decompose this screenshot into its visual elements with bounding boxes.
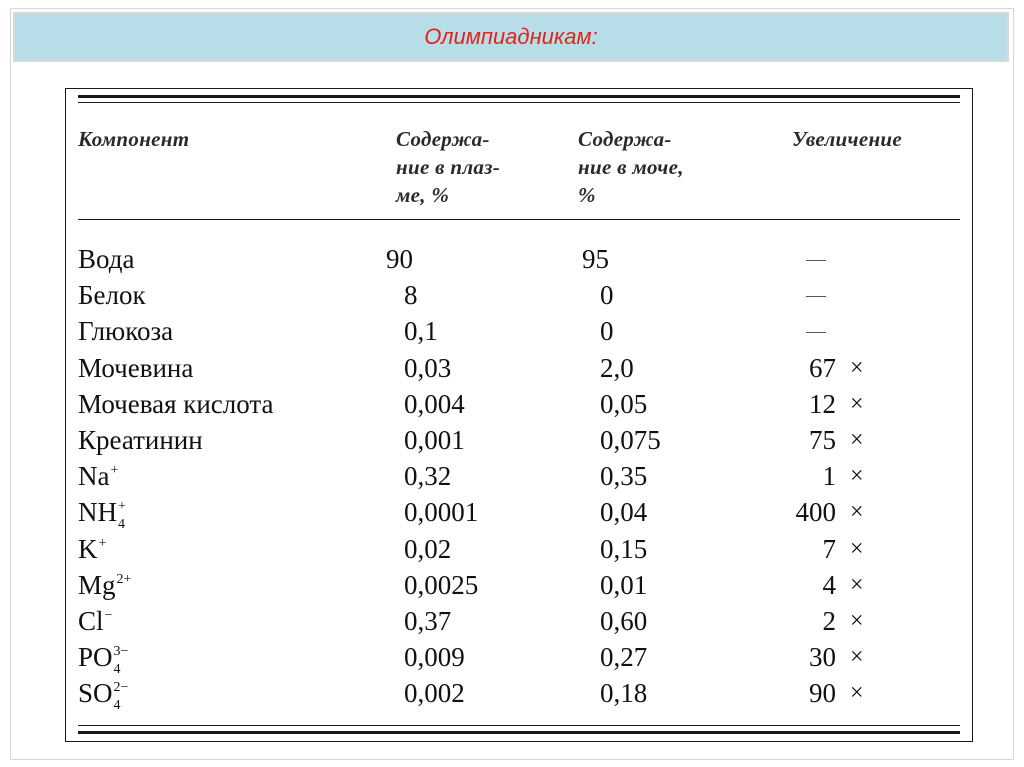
component-name <box>78 603 120 639</box>
urine-value: 2,0 <box>600 352 634 383</box>
plasma-value: 0,0001 <box>404 497 479 528</box>
table-row <box>66 277 972 313</box>
component-name <box>78 458 125 494</box>
increase-value: 75 <box>809 425 836 455</box>
component-label: Na <box>78 461 110 492</box>
times-sign: × <box>850 571 864 598</box>
table-row <box>66 567 972 603</box>
title-bar <box>13 12 1009 62</box>
header-plasma <box>396 125 500 209</box>
increase-value: 400 <box>795 497 836 528</box>
count-subscript: 4 <box>113 662 121 678</box>
ion-charge <box>116 571 132 594</box>
increase-dash: — <box>806 284 826 307</box>
component-name <box>78 639 129 678</box>
charge-superscript: + <box>110 463 119 479</box>
plasma-value: 0,02 <box>404 533 452 564</box>
plasma-value: 0,03 <box>404 352 452 383</box>
table-row <box>66 603 972 639</box>
header-plasma-line-1: Содержа- <box>396 127 490 151</box>
increase-value: 90 <box>809 678 836 709</box>
times-sign: × <box>850 535 864 562</box>
table-row <box>66 531 972 567</box>
header-rule <box>78 219 960 220</box>
component-name <box>78 567 132 603</box>
component-name <box>78 422 203 458</box>
component-label: Белок <box>78 280 146 311</box>
component-name <box>78 350 193 386</box>
urine-value: 0,15 <box>600 533 648 564</box>
table-row <box>66 675 972 714</box>
bottom-rule <box>78 731 960 734</box>
increase-value: 30 <box>809 642 836 673</box>
count-subscript: 4 <box>113 698 121 714</box>
component-label: K <box>78 533 98 564</box>
charge-superscript: + <box>98 535 107 551</box>
plasma-value: 0,1 <box>404 316 438 347</box>
charge-superscript: 2− <box>113 680 129 696</box>
top-rule <box>78 95 960 98</box>
urine-value: 0,04 <box>600 497 648 528</box>
count-subscript: 4 <box>118 517 125 533</box>
header-plasma-line-2: ние в плаз- <box>396 155 500 179</box>
component-label: Cl <box>78 606 104 636</box>
component-name <box>78 241 134 277</box>
table-row <box>66 313 972 349</box>
increase-value: 67 <box>809 352 836 383</box>
times-sign: × <box>850 680 864 707</box>
table-row <box>66 639 972 678</box>
component-label: PO <box>78 642 113 673</box>
times-sign: × <box>850 427 864 453</box>
component-label: Mg <box>78 569 116 600</box>
charge-superscript: − <box>104 608 113 623</box>
header-urine <box>578 125 684 209</box>
plasma-value: 0,004 <box>404 388 465 419</box>
header-urine-line-2: ние в моче, <box>578 155 684 179</box>
times-sign: × <box>850 608 864 634</box>
table-row <box>66 350 972 386</box>
plasma-value: 0,009 <box>404 642 465 673</box>
component-label: Креатинин <box>78 425 203 455</box>
component-name <box>78 675 129 714</box>
ion-charge <box>104 608 120 630</box>
component-label: NH <box>78 497 117 528</box>
component-name <box>78 277 146 313</box>
urine-value: 0,35 <box>600 461 648 492</box>
component-name <box>78 494 133 533</box>
ion-charge <box>113 680 129 714</box>
times-sign: × <box>850 499 864 526</box>
plasma-value: 0,37 <box>404 606 452 636</box>
bottom-rule-thin <box>78 725 960 726</box>
times-sign: × <box>850 354 864 381</box>
ion-charge <box>109 463 125 485</box>
urine-value: 0,05 <box>600 388 648 419</box>
header-urine-line-3: % <box>578 183 596 207</box>
plasma-value: 90 <box>386 244 413 274</box>
urine-value: 0 <box>600 316 614 347</box>
times-sign: × <box>850 463 864 490</box>
plasma-value: 0,0025 <box>404 569 479 600</box>
table-row <box>66 386 972 422</box>
increase-value: 12 <box>809 388 836 419</box>
urine-value: 0,60 <box>600 606 648 636</box>
header-component <box>78 125 189 153</box>
table-row <box>66 241 972 277</box>
table-row <box>66 458 972 494</box>
charge-superscript: 2+ <box>116 571 132 587</box>
component-name <box>78 313 173 349</box>
component-label: Мочевина <box>78 352 194 383</box>
ion-charge <box>117 499 133 533</box>
plasma-value: 0,001 <box>404 425 465 455</box>
increase-value: 1 <box>822 461 836 492</box>
header-increase <box>792 125 902 153</box>
increase-value: 2 <box>822 606 836 636</box>
plasma-value: 0,32 <box>404 461 452 492</box>
top-rule-thin <box>78 102 960 103</box>
increase-dash: — <box>806 248 826 270</box>
component-label: SO <box>78 678 113 709</box>
urine-value: 0 <box>600 280 614 311</box>
plasma-value: 8 <box>404 280 418 311</box>
table-row <box>66 494 972 533</box>
header-component-line: Компонент <box>78 127 190 151</box>
component-label: Глюкоза <box>78 316 174 347</box>
component-label: Мочевая кислота <box>78 388 274 419</box>
times-sign: × <box>850 644 864 671</box>
increase-value: 4 <box>822 569 836 600</box>
urine-value: 0,27 <box>600 642 648 673</box>
increase-dash: — <box>806 320 826 343</box>
component-name <box>78 531 114 567</box>
component-name <box>78 386 274 422</box>
increase-value: 7 <box>822 533 836 564</box>
composition-table <box>65 88 973 742</box>
plasma-value: 0,002 <box>404 678 465 709</box>
times-sign: × <box>850 390 864 417</box>
urine-value: 95 <box>582 244 609 274</box>
header-urine-line-1: Содержа- <box>578 127 672 151</box>
urine-value: 0,18 <box>600 678 648 709</box>
slide-title: Олимпиадникам: <box>424 24 598 49</box>
urine-value: 0,01 <box>600 569 648 600</box>
header-plasma-line-3: ме, % <box>396 183 450 207</box>
urine-value: 0,075 <box>600 425 661 455</box>
ion-charge <box>113 644 129 678</box>
component-label: Вода <box>78 244 135 274</box>
table-row <box>66 422 972 458</box>
charge-superscript: 3− <box>113 644 129 660</box>
ion-charge <box>98 535 114 558</box>
header-increase-line: Увеличение <box>792 127 903 151</box>
charge-superscript: + <box>118 499 126 515</box>
